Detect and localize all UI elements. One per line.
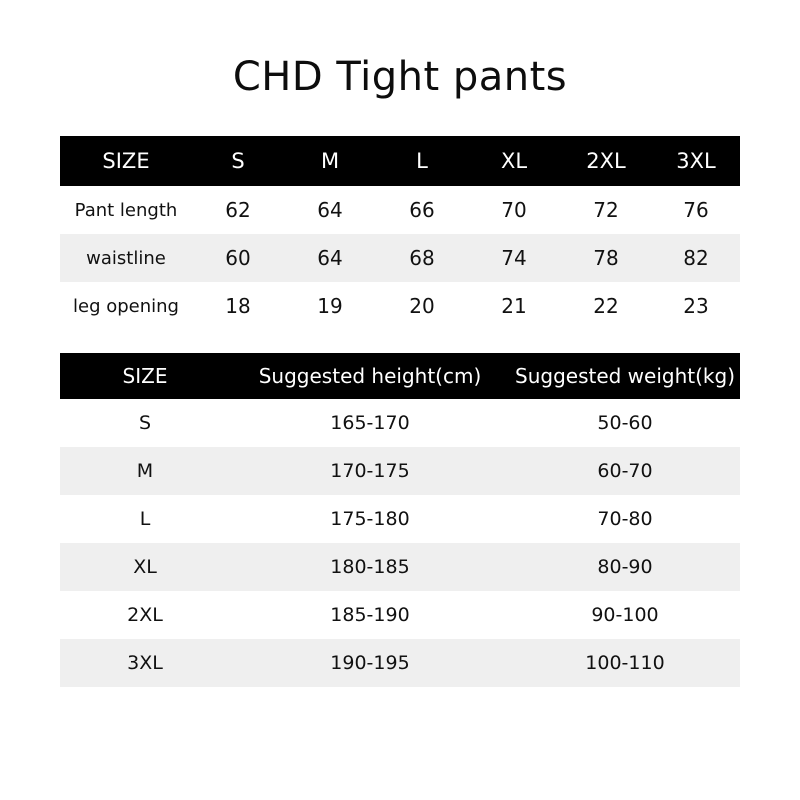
- cell-pant-length-s: 62: [225, 198, 251, 222]
- table-row: [60, 282, 740, 330]
- column-header-2xl: 2XL: [560, 136, 652, 186]
- row-label-waistline: waistline: [60, 234, 192, 282]
- cell-size-xl: XL: [60, 543, 230, 591]
- table-row: [60, 495, 740, 543]
- cell-height-xl: 180-185: [230, 543, 510, 591]
- cell-size-s: S: [138, 412, 152, 434]
- table-header-row: [60, 136, 740, 186]
- recommendation-table: [60, 353, 740, 687]
- cell-waistline-2xl: 78: [560, 234, 652, 282]
- cell-weight-2xl: 90-100: [591, 604, 659, 626]
- column-header-3xl: 3XL: [652, 136, 740, 186]
- table-header-row: [60, 353, 740, 399]
- column-header-size: SIZE: [60, 136, 192, 186]
- cell-weight-l: 70-80: [597, 508, 653, 530]
- cell-weight-s: 50-60: [597, 412, 653, 434]
- cell-leg-opening-s: 18: [225, 294, 251, 318]
- cell-weight-xl: 80-90: [510, 543, 740, 591]
- column-header-l: L: [376, 136, 468, 186]
- cell-leg-opening-xl: 21: [501, 294, 527, 318]
- cell-height-2xl: 185-190: [330, 604, 410, 626]
- cell-leg-opening-m: 19: [317, 294, 343, 318]
- measurements-table-header: [60, 136, 740, 186]
- table-row: [60, 186, 740, 234]
- cell-waistline-l: 68: [376, 234, 468, 282]
- cell-size-l: L: [139, 508, 151, 530]
- cell-weight-3xl: 100-110: [510, 639, 740, 687]
- cell-height-m: 170-175: [230, 447, 510, 495]
- cell-height-3xl: 190-195: [230, 639, 510, 687]
- cell-size-m: M: [60, 447, 230, 495]
- column-header-m: M: [284, 136, 376, 186]
- column-header-suggested-height: Suggested height(cm): [230, 353, 510, 399]
- cell-size-3xl: 3XL: [60, 639, 230, 687]
- column-header-size: SIZE: [60, 353, 230, 399]
- page-title: CHD Tight pants: [232, 54, 568, 100]
- cell-pant-length-l: 66: [409, 198, 435, 222]
- cell-pant-length-m: 64: [317, 198, 343, 222]
- cell-leg-opening-2xl: 22: [593, 294, 619, 318]
- cell-height-l: 175-180: [330, 508, 410, 530]
- cell-height-s: 165-170: [330, 412, 410, 434]
- cell-pant-length-3xl: 76: [683, 198, 709, 222]
- cell-leg-opening-3xl: 23: [683, 294, 709, 318]
- measurements-table-body: [60, 186, 740, 330]
- row-label-pant-length: Pant length: [74, 199, 178, 221]
- cell-waistline-xl: 74: [468, 234, 560, 282]
- cell-leg-opening-l: 20: [409, 294, 435, 318]
- table-row: [60, 591, 740, 639]
- measurements-table: [60, 136, 740, 330]
- column-header-suggested-weight: Suggested weight(kg): [510, 353, 740, 399]
- cell-pant-length-2xl: 72: [593, 198, 619, 222]
- cell-size-2xl: 2XL: [127, 604, 163, 626]
- table-row: [60, 234, 740, 282]
- cell-waistline-3xl: 82: [652, 234, 740, 282]
- recommendation-table-body: [60, 399, 740, 687]
- cell-waistline-s: 60: [192, 234, 284, 282]
- table-row: [60, 399, 740, 447]
- table-row: [60, 639, 740, 687]
- cell-pant-length-xl: 70: [501, 198, 527, 222]
- table-row: [60, 447, 740, 495]
- cell-weight-m: 60-70: [510, 447, 740, 495]
- table-row: [60, 543, 740, 591]
- cell-waistline-m: 64: [284, 234, 376, 282]
- column-header-s: S: [192, 136, 284, 186]
- column-header-xl: XL: [468, 136, 560, 186]
- row-label-leg-opening: leg opening: [73, 295, 179, 317]
- recommendation-table-header: [60, 353, 740, 399]
